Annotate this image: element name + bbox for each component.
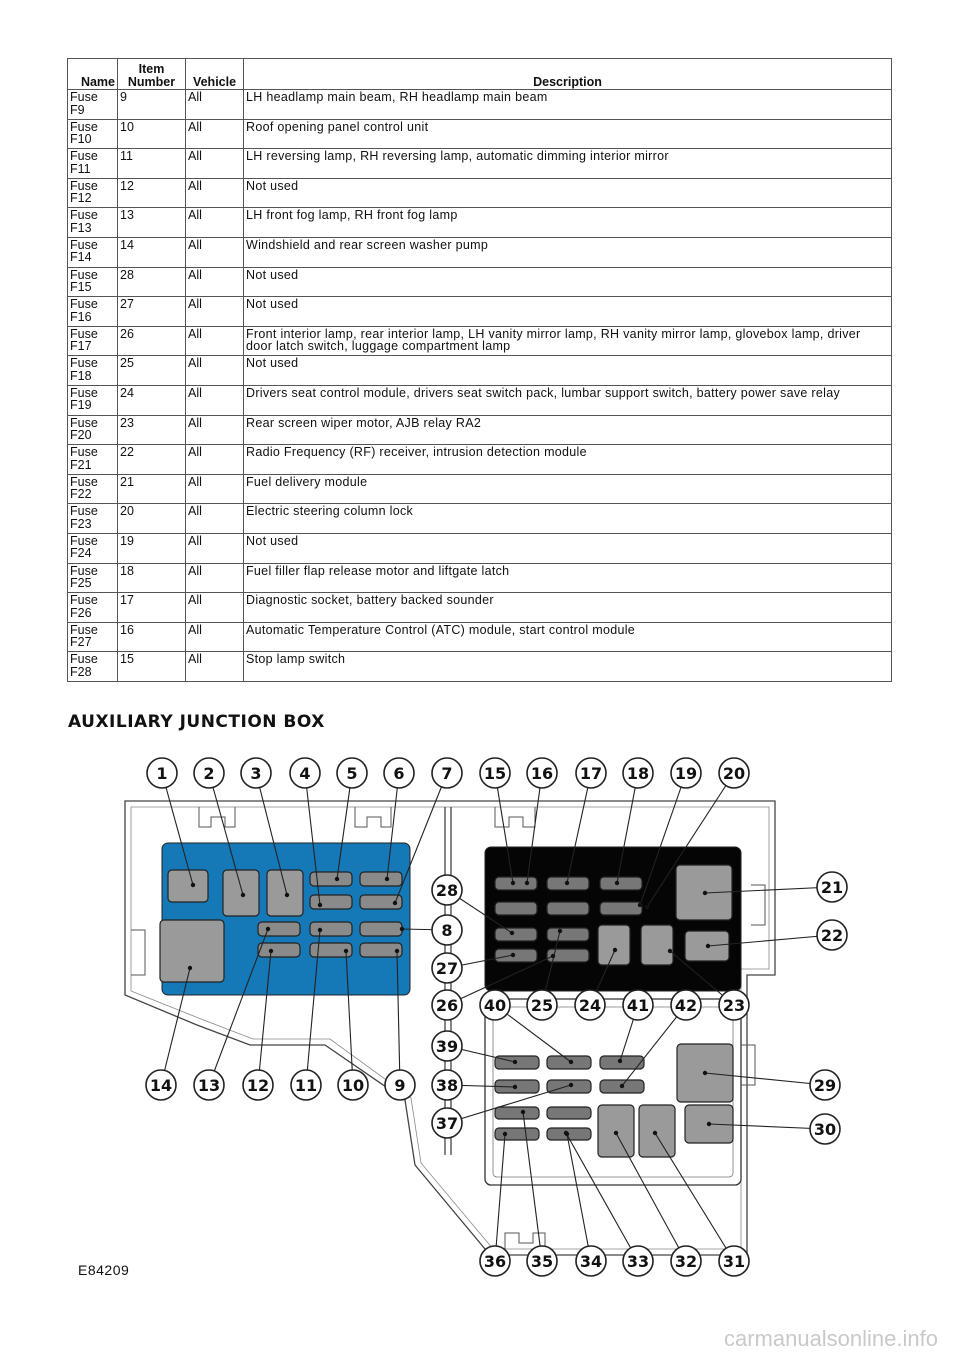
section-title: AUXILIARY JUNCTION BOX: [68, 712, 325, 732]
cell-name: Fuse F15: [68, 267, 118, 297]
callout-label: 19: [674, 764, 698, 783]
table-row: [68, 149, 892, 179]
callout-31: [719, 1246, 749, 1276]
leader-dot: [513, 1060, 517, 1064]
callout-17: [576, 758, 606, 788]
leader-dot: [618, 1059, 622, 1063]
fuse: [600, 877, 642, 890]
callout-24: [575, 990, 605, 1020]
leader-dot: [318, 928, 322, 932]
fuse: [495, 902, 537, 915]
callout-label: 20: [722, 764, 746, 783]
cell-name: Fuse F23: [68, 504, 118, 534]
cell-description: Automatic Temperature Control (ATC) module, start control module: [244, 622, 892, 652]
cell-name: Fuse F24: [68, 533, 118, 563]
leader-dot: [707, 1122, 711, 1126]
callout-label: 13: [197, 1076, 221, 1095]
cell-description: Not used: [244, 356, 892, 386]
cell-item-number: 14: [118, 237, 186, 267]
cell-name: Fuse F25: [68, 563, 118, 593]
callout-label: 26: [435, 996, 459, 1015]
callout-label: 21: [820, 878, 844, 897]
fuse: [258, 922, 300, 936]
callout-label: 24: [578, 996, 602, 1015]
cell-description: Diagnostic socket, battery backed sounder: [244, 593, 892, 623]
callout-label: 25: [530, 996, 554, 1015]
callout-label: 22: [820, 926, 844, 945]
table-row: [68, 504, 892, 534]
cell-description: Radio Frequency (RF) receiver, intrusion detection module: [244, 445, 892, 475]
callout-label: 6: [393, 764, 405, 783]
fuse: [360, 872, 402, 886]
cell-name: Fuse F17: [68, 326, 118, 356]
cell-description: LH headlamp main beam, RH headlamp main beam: [244, 90, 892, 120]
leader-dot: [395, 949, 399, 953]
watermark: carmanualsonline.info: [723, 1326, 938, 1351]
auxiliary-junction-box-diagram: [75, 755, 844, 1275]
table-row: [68, 652, 892, 682]
cell-vehicle: All: [186, 622, 244, 652]
leader-dot: [615, 881, 619, 885]
leader-dot: [569, 1083, 573, 1087]
callout-39: [432, 1031, 462, 1061]
fuse: [495, 877, 537, 890]
callout-41: [623, 990, 653, 1020]
fuse: [547, 1107, 591, 1119]
callout-label: 28: [435, 881, 459, 900]
relay: [168, 870, 208, 902]
relay: [598, 925, 630, 965]
callout-label: 39: [435, 1037, 459, 1056]
callouts: [146, 758, 847, 1276]
table-row: [68, 593, 892, 623]
cell-description: Stop lamp switch: [244, 652, 892, 682]
callout-14: [146, 1070, 176, 1100]
callout-36: [480, 1246, 510, 1276]
cell-vehicle: All: [186, 178, 244, 208]
callout-16: [527, 758, 557, 788]
callout-13: [194, 1070, 224, 1100]
callout-28: [432, 875, 462, 905]
leader-dot: [511, 881, 515, 885]
callout-30: [810, 1114, 840, 1144]
cell-item-number: 9: [118, 90, 186, 120]
cell-name: Fuse F12: [68, 178, 118, 208]
leader-dot: [266, 927, 270, 931]
fuse: [600, 902, 642, 915]
header-name: Name: [68, 59, 118, 90]
header-vehicle: Vehicle: [186, 59, 244, 90]
cell-description: Not used: [244, 297, 892, 327]
callout-label: 38: [435, 1076, 459, 1095]
table-row: [68, 385, 892, 415]
callout-label: 23: [722, 996, 746, 1015]
table-body: [68, 90, 892, 682]
cell-vehicle: All: [186, 652, 244, 682]
relay: [641, 925, 673, 965]
callout-18: [623, 758, 653, 788]
leader-dot: [285, 893, 289, 897]
callout-label: 27: [435, 959, 459, 978]
cell-vehicle: All: [186, 474, 244, 504]
table-row: [68, 533, 892, 563]
table-row: [68, 178, 892, 208]
callout-label: 3: [250, 764, 262, 783]
cell-item-number: 27: [118, 297, 186, 327]
cell-item-number: 11: [118, 149, 186, 179]
fuse: [495, 1128, 539, 1140]
callout-7: [432, 758, 462, 788]
callout-label: 14: [149, 1076, 173, 1095]
cell-vehicle: All: [186, 237, 244, 267]
cell-description: Front interior lamp, rear interior lamp, LH vanity mirror lamp, RH vanity mirror lamp, glovebox lamp, driver door latch switch, luggage compartment lamp: [244, 326, 892, 356]
cell-item-number: 13: [118, 208, 186, 238]
callout-1: [147, 758, 177, 788]
cell-item-number: 28: [118, 267, 186, 297]
cell-item-number: 26: [118, 326, 186, 356]
leader-dot: [269, 949, 273, 953]
callout-25: [527, 990, 557, 1020]
callout-label: 5: [346, 764, 358, 783]
callout-23: [719, 990, 749, 1020]
cell-description: Not used: [244, 267, 892, 297]
cell-description: Rear screen wiper motor, AJB relay RA2: [244, 415, 892, 445]
table-row: [68, 622, 892, 652]
leader-dot: [335, 877, 339, 881]
cell-name: Fuse F18: [68, 356, 118, 386]
cell-name: Fuse F14: [68, 237, 118, 267]
cell-name: Fuse F9: [68, 90, 118, 120]
header-item-number: Item Number: [118, 59, 186, 90]
leader-dot: [521, 1110, 525, 1114]
callout-label: 42: [674, 996, 698, 1015]
fuse: [547, 928, 589, 941]
cell-description: Fuel delivery module: [244, 474, 892, 504]
fuse: [495, 949, 537, 962]
callout-27: [432, 953, 462, 983]
leader-dot: [191, 883, 195, 887]
callout-label: 12: [246, 1076, 270, 1095]
callout-label: 41: [626, 996, 650, 1015]
callout-10: [338, 1070, 368, 1100]
leader-dot: [385, 877, 389, 881]
cell-name: Fuse F22: [68, 474, 118, 504]
cell-vehicle: All: [186, 267, 244, 297]
callout-label: 10: [341, 1076, 365, 1095]
callout-20: [719, 758, 749, 788]
cell-name: Fuse F10: [68, 119, 118, 149]
callout-label: 30: [813, 1120, 837, 1139]
cell-description: LH reversing lamp, RH reversing lamp, automatic dimming interior mirror: [244, 149, 892, 179]
cell-vehicle: All: [186, 208, 244, 238]
cell-name: Fuse F21: [68, 445, 118, 475]
cell-name: Fuse F13: [68, 208, 118, 238]
leader-dot: [668, 949, 672, 953]
leader-dot: [400, 927, 404, 931]
table-row: [68, 326, 892, 356]
callout-8: [432, 915, 462, 945]
cell-vehicle: All: [186, 593, 244, 623]
cell-vehicle: All: [186, 149, 244, 179]
cell-vehicle: All: [186, 326, 244, 356]
callout-21: [817, 872, 847, 902]
cell-name: Fuse F11: [68, 149, 118, 179]
cell-item-number: 16: [118, 622, 186, 652]
cell-item-number: 22: [118, 445, 186, 475]
cell-description: Electric steering column lock: [244, 504, 892, 534]
callout-label: 17: [579, 764, 603, 783]
callout-label: 37: [435, 1114, 459, 1133]
table-row: [68, 356, 892, 386]
callout-9: [385, 1070, 415, 1100]
fuse: [547, 902, 589, 915]
callout-label: 2: [203, 764, 215, 783]
cell-name: Fuse F27: [68, 622, 118, 652]
cell-item-number: 25: [118, 356, 186, 386]
table-row: [68, 267, 892, 297]
leader-dot: [620, 1084, 624, 1088]
leader-dot: [393, 901, 397, 905]
callout-label: 11: [294, 1076, 318, 1095]
callout-12: [243, 1070, 273, 1100]
leader-dot: [706, 944, 710, 948]
leader-dot: [241, 893, 245, 897]
cell-item-number: 19: [118, 533, 186, 563]
leader-dot: [510, 931, 514, 935]
cell-name: Fuse F28: [68, 652, 118, 682]
callout-label: 31: [722, 1252, 746, 1271]
callout-37: [432, 1108, 462, 1138]
callout-label: 40: [483, 996, 507, 1015]
callout-29: [810, 1070, 840, 1100]
cell-description: Not used: [244, 533, 892, 563]
cell-vehicle: All: [186, 415, 244, 445]
fuse-table: [67, 58, 892, 682]
fuse: [310, 922, 352, 936]
callout-33: [623, 1246, 653, 1276]
callout-label: 15: [483, 764, 507, 783]
cell-vehicle: All: [186, 504, 244, 534]
fuse: [258, 943, 300, 957]
fuse: [310, 895, 352, 909]
leader-dot: [318, 903, 322, 907]
callout-19: [671, 758, 701, 788]
cell-vehicle: All: [186, 356, 244, 386]
callout-40: [480, 990, 510, 1020]
leader-dot: [638, 903, 642, 907]
callout-26: [432, 990, 462, 1020]
callout-label: 9: [394, 1076, 406, 1095]
cell-item-number: 23: [118, 415, 186, 445]
leader-dot: [511, 953, 515, 957]
fuse: [360, 922, 402, 936]
cell-description: Roof opening panel control unit: [244, 119, 892, 149]
cell-description: Fuel filler flap release motor and liftgate latch: [244, 563, 892, 593]
cell-item-number: 15: [118, 652, 186, 682]
table-row: [68, 297, 892, 327]
callout-22: [817, 920, 847, 950]
callout-38: [432, 1070, 462, 1100]
cell-description: Drivers seat control module, drivers seat switch pack, lumbar support switch, battery power save relay: [244, 385, 892, 415]
leader-dot: [188, 966, 192, 970]
callout-label: 4: [299, 764, 311, 783]
cell-item-number: 10: [118, 119, 186, 149]
callout-label: 32: [674, 1252, 698, 1271]
callout-label: 29: [813, 1076, 837, 1095]
callout-5: [337, 758, 367, 788]
cell-description: Not used: [244, 178, 892, 208]
leader-dot: [703, 1071, 707, 1075]
table-header-row: [68, 59, 892, 90]
cell-description: Windshield and rear screen washer pump: [244, 237, 892, 267]
cell-vehicle: All: [186, 119, 244, 149]
leader-dot: [344, 949, 348, 953]
cell-item-number: 18: [118, 563, 186, 593]
leader-dot: [645, 905, 649, 909]
callout-15: [480, 758, 510, 788]
callout-label: 36: [483, 1252, 507, 1271]
header-description: Description: [244, 59, 892, 90]
callout-32: [671, 1246, 701, 1276]
callout-35: [527, 1246, 557, 1276]
leader-dot: [653, 1131, 657, 1135]
table-row: [68, 237, 892, 267]
cell-item-number: 20: [118, 504, 186, 534]
table-row: [68, 415, 892, 445]
cell-name: Fuse F16: [68, 297, 118, 327]
relay: [267, 870, 303, 916]
cell-vehicle: All: [186, 445, 244, 475]
callout-label: 7: [441, 764, 453, 783]
table-row: [68, 445, 892, 475]
callout-34: [576, 1246, 606, 1276]
cell-item-number: 24: [118, 385, 186, 415]
cell-description: LH front fog lamp, RH front fog lamp: [244, 208, 892, 238]
fuse: [547, 1080, 591, 1093]
table-row: [68, 474, 892, 504]
cell-vehicle: All: [186, 563, 244, 593]
callout-4: [290, 758, 320, 788]
callout-3: [241, 758, 271, 788]
callout-label: 18: [626, 764, 650, 783]
callout-label: 8: [441, 921, 453, 940]
callout-label: 1: [156, 764, 168, 783]
cell-vehicle: All: [186, 90, 244, 120]
leader-dot: [513, 1085, 517, 1089]
callout-label: 35: [530, 1252, 554, 1271]
callout-label: 34: [579, 1252, 603, 1271]
leader-dot: [569, 1060, 573, 1064]
callout-11: [291, 1070, 321, 1100]
leader-dot: [565, 1132, 569, 1136]
table-row: [68, 563, 892, 593]
cell-name: Fuse F20: [68, 415, 118, 445]
cell-vehicle: All: [186, 533, 244, 563]
cell-item-number: 17: [118, 593, 186, 623]
leader-dot: [565, 881, 569, 885]
callout-label: 33: [626, 1252, 650, 1271]
callout-6: [384, 758, 414, 788]
cell-name: Fuse F26: [68, 593, 118, 623]
relay: [160, 920, 224, 982]
leader-dot: [525, 881, 529, 885]
leader-dot: [558, 929, 562, 933]
cell-name: Fuse F19: [68, 385, 118, 415]
cell-vehicle: All: [186, 297, 244, 327]
cell-item-number: 12: [118, 178, 186, 208]
callout-2: [194, 758, 224, 788]
fuse: [495, 928, 537, 941]
table-row: [68, 90, 892, 120]
callout-label: 16: [530, 764, 554, 783]
fuse: [495, 1107, 539, 1119]
cell-vehicle: All: [186, 385, 244, 415]
figure-id: E84209: [78, 1262, 130, 1278]
table-row: [68, 119, 892, 149]
leader-dot: [551, 954, 555, 958]
leader-dot: [703, 891, 707, 895]
leader-dot: [614, 1131, 618, 1135]
table-row: [68, 208, 892, 238]
cell-item-number: 21: [118, 474, 186, 504]
relay: [223, 870, 259, 916]
leader-dot: [503, 1132, 507, 1136]
leader-dot: [613, 948, 617, 952]
relay: [639, 1105, 675, 1157]
callout-42: [671, 990, 701, 1020]
